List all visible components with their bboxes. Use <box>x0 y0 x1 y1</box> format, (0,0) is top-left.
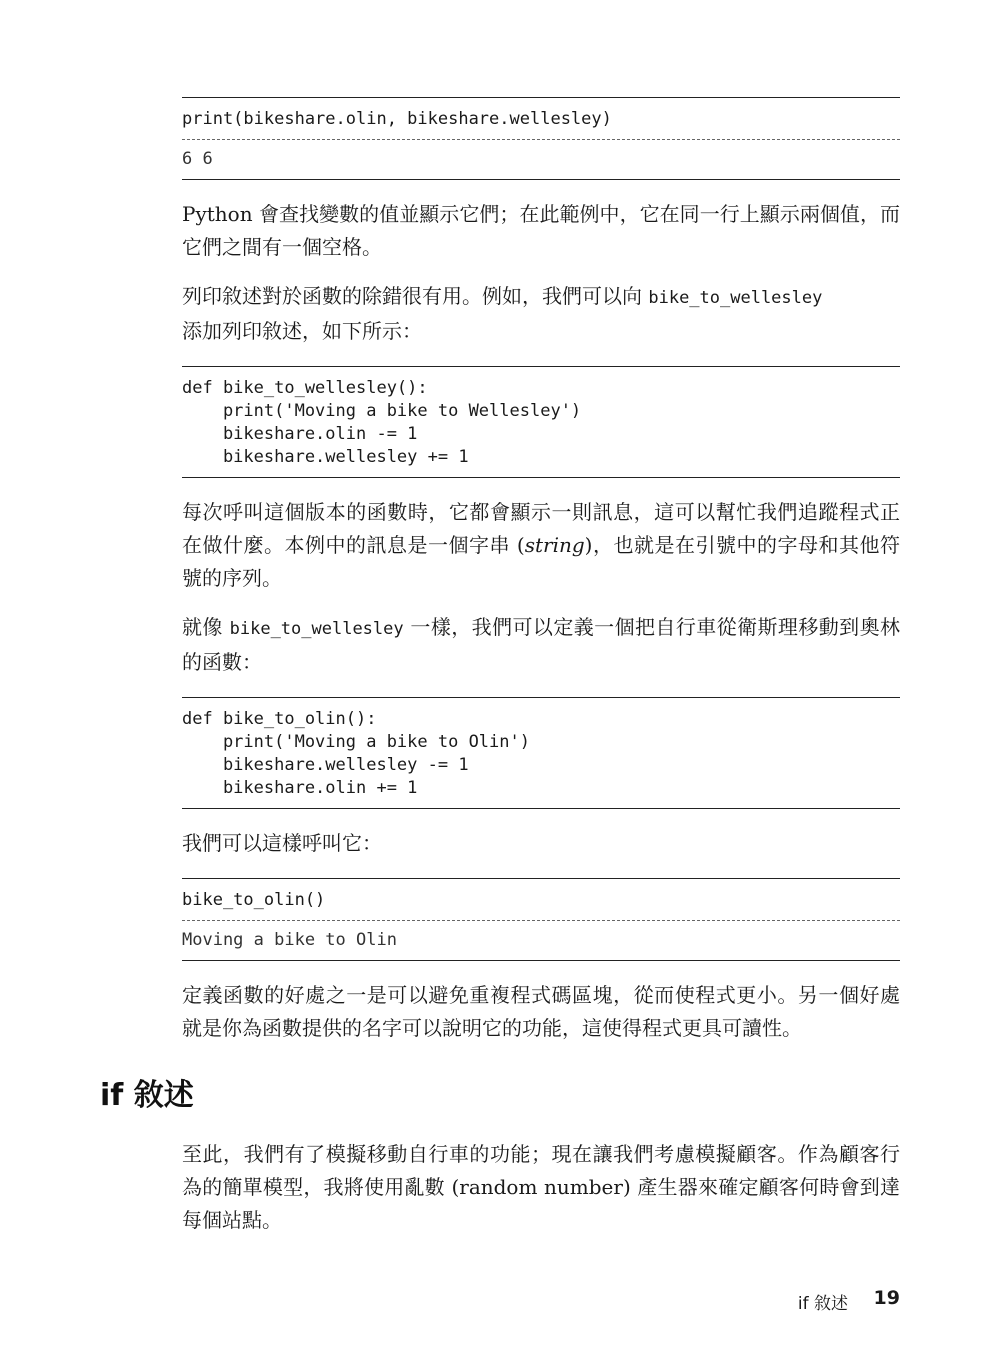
code-block-bike-to-olin <box>182 697 900 809</box>
code-input: bike_to_olin() <box>182 890 326 910</box>
paragraph-call-it: 我們可以這樣呼叫它： <box>182 831 382 855</box>
paragraph-python-print: Python 會查找變數的值並顯示它們；在此範例中，它在同一行上顯示兩個值，而它們之間有一個空格。 <box>182 202 900 259</box>
paragraph-message-string: 每次呼叫這個版本的函數時，它都會顯示一則訊息，這可以幫忙我們追蹤程式正在做什麼。本例中的訊息是一個字串 (string)，也就是在引號中的字母和其他符號的序列。 <box>182 500 900 590</box>
code-block-print <box>182 97 900 180</box>
code-input: print(bikeshare.olin, bikeshare.wellesley) <box>182 109 612 129</box>
section-body <box>182 1138 900 1237</box>
running-footer-label: if 敘述 <box>797 1294 848 1314</box>
paragraph-benefits: 定義函數的好處之一是可以避免重複程式碼區塊，從而使程式更小。另一個好處就是你為函數提供的名字可以說明它的功能，這使得程式更具可讀性。 <box>182 983 900 1040</box>
code-def-bike-to-olin: def bike_to_olin(): print('Moving a bike to Olin') bikeshare.wellesley -= 1 bikeshare.olin += 1 <box>182 709 530 798</box>
page-footer <box>0 1287 900 1313</box>
section-heading: if 敘述 <box>100 1078 194 1113</box>
inline-code: bike_to_wellesley <box>648 288 823 308</box>
code-output: Moving a bike to Olin <box>182 930 397 950</box>
paragraph-define-bike-to-olin: 就像 bike_to_wellesley 一樣，我們可以定義一個把自行車從衛斯理移動到奧林的函數： <box>182 615 901 674</box>
paragraph-random-customers: 至此，我們有了模擬移動自行車的功能；現在讓我們考慮模擬顧客。作為顧客行為的簡單模型，我將使用亂數 (random number) 產生器來確定顧客何時會到達每個站點。 <box>182 1142 900 1232</box>
inline-code: bike_to_wellesley <box>229 619 404 639</box>
code-block-bike-to-wellesley <box>182 366 900 478</box>
code-output: 6 6 <box>182 149 213 169</box>
code-block-call <box>182 878 900 961</box>
page-body <box>182 97 900 1045</box>
page-number: 19 <box>873 1287 900 1309</box>
code-def-bike-to-wellesley: def bike_to_wellesley(): print('Moving a bike to Wellesley') bikeshare.olin -= 1 bikeshare.wellesley += 1 <box>182 378 582 467</box>
paragraph-debugging: 列印敘述對於函數的除錯很有用。例如，我們可以向 bike_to_wellesley 添加列印敘述，如下所示： <box>182 284 823 343</box>
term-string: string <box>524 533 585 557</box>
